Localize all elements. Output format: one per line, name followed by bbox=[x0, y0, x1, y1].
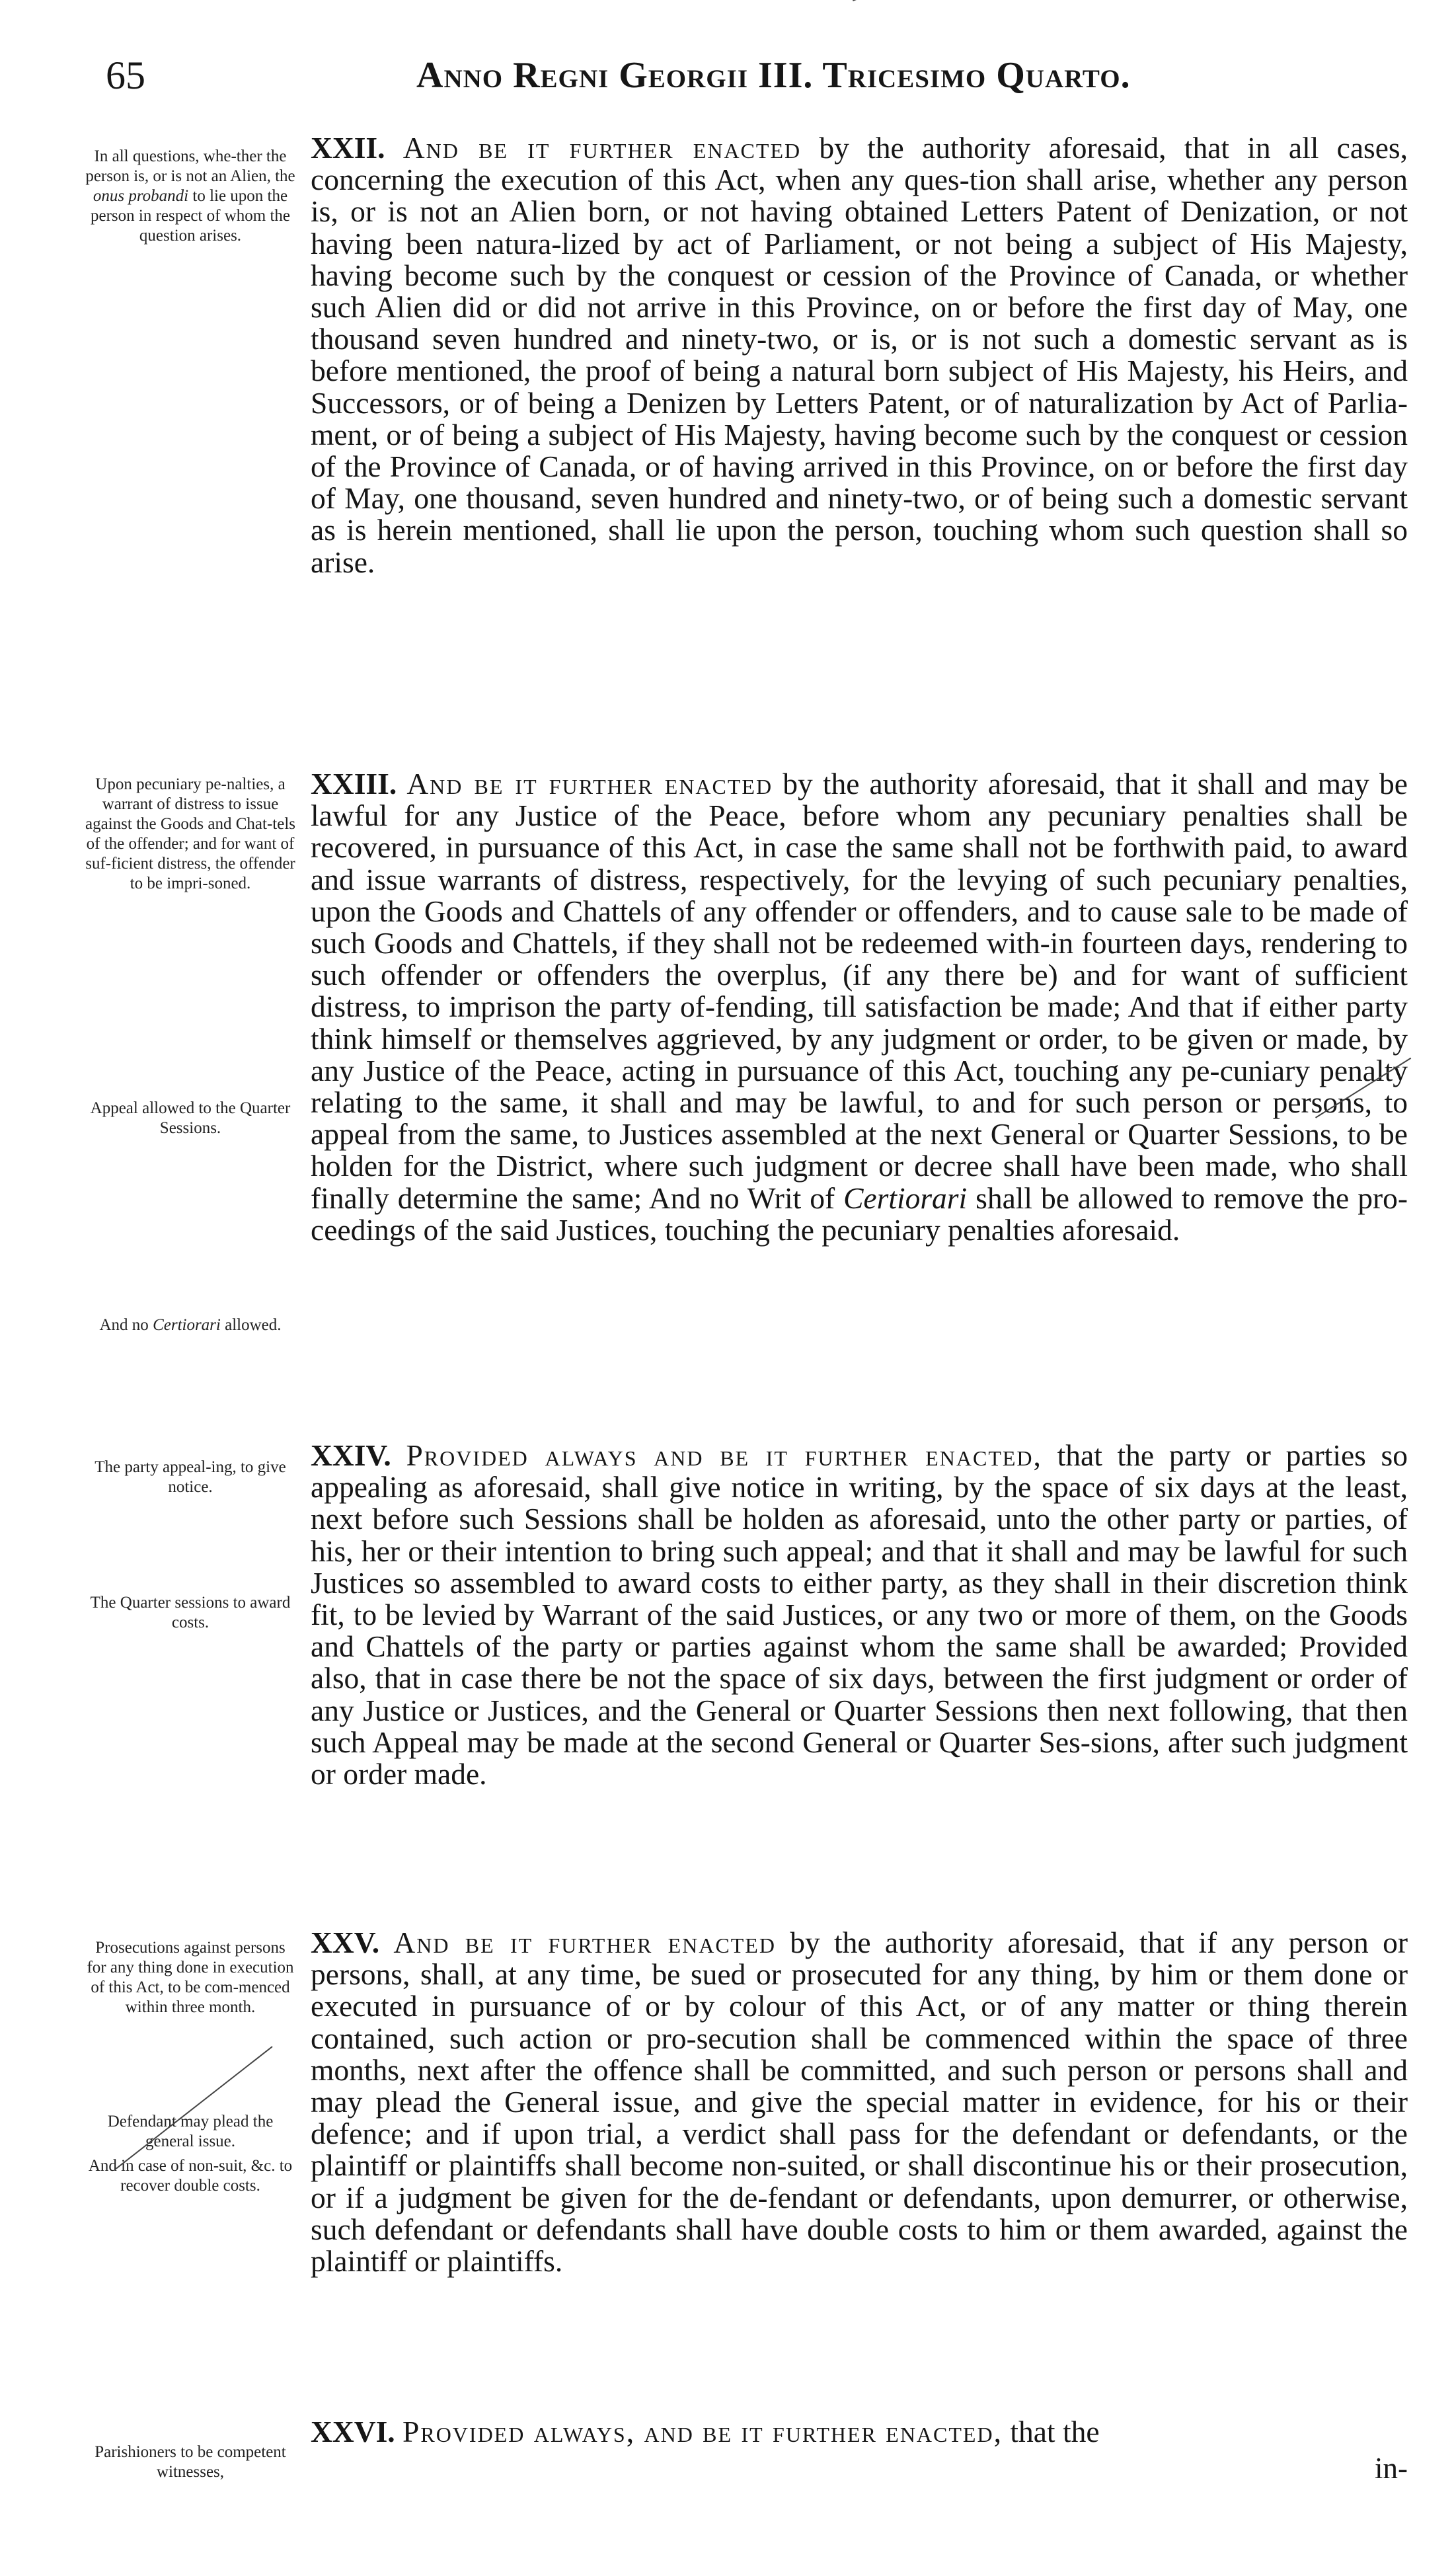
page-header bbox=[99, 48, 1414, 100]
margin-note: Upon pecuniary pe-nalties, a warrant of distress to issue against the Goods and Chat-tels of the offender; and for want of suf-ficient distress, the offender to be impri-soned. bbox=[85, 775, 295, 892]
section-number: XXII. bbox=[311, 131, 385, 165]
section-number: XXIII. bbox=[311, 767, 397, 800]
section-xxvi bbox=[311, 2416, 1408, 2448]
section-lead: Provided always, and be it further enacted, bbox=[402, 2415, 1003, 2448]
section-body: that the party or parties so appealing as aforesaid, shall give notice in writing, by the space of six days at the least, next before such Sessions shall be holden as aforesaid, unto the other party or parties, of his, her or their intention to bring such appeal; and that it shall and may be lawful for such Justices so assembled to award costs to either party, as they shall in their discretion think fit, to be levied by Warrant of the said Justices, or any two or more of them, on the Goods and Chattels of the party or parties against whom the same shall be awarded; Provided also, that in case there be not the space of six days, between the first judgment or order of any Justice or Justices, and the General or Quarter Sessions then next following, that then such Appeal may be made at the second General or Quarter Ses-sions, after such judgment or order made. bbox=[311, 1438, 1408, 1791]
margin-note: Defendant may plead the general issue. bbox=[107, 2113, 274, 2150]
section-body: by the authority aforesaid, that in all cases, concerning the execution of this Act, when any ques-tion shall arise, whether any person is, or is not an Alien born, or not having obtained Letters Patent of Denization, or not having been natura-lized by act of Parliament, or not being a subject of His Majesty, having become such by the conquest or cession of the Province of Canada, or whether such Alien did or did not arrive in this Province, on or before the first day of May, one thousand seven hundred and ninety-two, or is, or is not such a domestic servant as is before mentioned, the proof of being a natural born subject of His Majesty, his Heirs, and Successors, or of being a Denizen by Letters Patent, or of naturalization by Act of Parlia-ment, or of being a subject of His Majesty, having become such by the conquest or cession of the Province of Canada, or of having arrived in this Province, on or before the first day of May, one thousand, seven hundred and ninety-two, or of being such a domestic servant as is herein mentioned, shall lie upon the person, touching whom such question shall so arise. bbox=[311, 131, 1408, 579]
catchword: in- bbox=[1375, 2452, 1408, 2485]
section-body: by the authority aforesaid, that it shall and may be lawful for any Justice of the Peace, before whom any pecuniary penalties shall be recovered, in pursuance of this Act, in case the same shall not be forthwith paid, to award and issue warrants of distress, respectively, for the levying of such pecuniary penalties, upon the Goods and Chattels of any offender or offenders, and to cause sale to be made of such Goods and Chattels, if they shall not be redeemed with-in fourteen days, rendering to such offender or offenders the overplus, (if any there be) and for want of sufficient distress, to imprison the party of-fending, till satisfaction be made; And that if either party think himself or themselves aggrieved, by any judgment or order, to be given or made, by any Justice of the Peace, acting in pursuance of this Act, touching any pe-cuniary penalty relating to the same, it shall and may be lawful, to and for such person or persons, to appeal from the same, to Justices assembled at the next General or Quarter Sessions, to be holden for the District, where such judgment or decree shall have been made, who shall finally determine the same; And no Writ of bbox=[311, 767, 1408, 1215]
margin-note: And no Certiorari allowed. bbox=[99, 1316, 282, 1334]
section-body-italic: Certiorari bbox=[843, 1181, 968, 1215]
page-number: 65 bbox=[106, 54, 145, 97]
section-body: shall be allowed to remove the pro-ceedings of the said Justices, touching the pecuniary penalties aforesaid. bbox=[311, 1181, 1408, 1247]
margin-note: Appeal allowed to the Quarter Sessions. bbox=[90, 1099, 291, 1137]
margin-note: The party appeal-ing, to give notice. bbox=[95, 1458, 286, 1496]
section-lead: And be it further enacted bbox=[406, 767, 773, 800]
section-body: that the bbox=[1010, 2415, 1100, 2448]
margin-note: Prosecutions against persons for any thing done in execution of this Act, to be com-menced within three month. bbox=[87, 1939, 294, 2016]
section-xxv bbox=[311, 1927, 1408, 2277]
margin-note: The Quarter sessions to award costs. bbox=[90, 1594, 291, 1631]
section-xxii bbox=[311, 132, 1408, 578]
section-number: XXVI. bbox=[311, 2415, 395, 2448]
scan-artifact-line bbox=[853, 0, 927, 1]
section-lead: And be it further enacted bbox=[402, 131, 802, 165]
margin-note: Parishioners to be competent witnesses, bbox=[95, 2443, 286, 2481]
section-xxiii bbox=[311, 768, 1408, 1246]
margin-note: In all questions, whe-ther the person is, or is not an Alien, the onus probandi to lie upon the person in respect of whom the question arises. bbox=[85, 147, 295, 245]
section-body: by the authority aforesaid, that if any person or persons, shall, at any time, be sued or prosecuted for any thing, by him or them done or executed in pursuance of or by colour of this Act, or of any matter or thing therein contained, such action or pro-secution shall be commenced within the space of three months, next after the offence shall be committed, and such person or persons shall and may plead the General issue, and give the special matter in evidence, for his or their defence; and if upon trial, a verdict shall pass for the defendant or defendants, or the plaintiff or plaintiffs shall become non-suited, or shall discontinue his or their prosecution, or if a judgment be given for the de-fendant or defendants, upon demurrer, or otherwise, such defendant or defendants shall have double costs to him or them awarded, against the plaintiff or plaintiffs. bbox=[311, 1926, 1408, 2279]
section-number: XXIV. bbox=[311, 1438, 391, 1472]
section-lead: And be it further enacted bbox=[393, 1926, 776, 1959]
section-number: XXV. bbox=[311, 1926, 380, 1959]
margin-note: And in case of non-suit, &c. to recover double costs. bbox=[88, 2157, 293, 2195]
section-xxiv bbox=[311, 1440, 1408, 1790]
section-lead: Provided always and be it further enacted, bbox=[406, 1438, 1042, 1472]
running-title: Anno Regni Georgii III. Tricesimo Quarto. bbox=[416, 55, 1131, 96]
